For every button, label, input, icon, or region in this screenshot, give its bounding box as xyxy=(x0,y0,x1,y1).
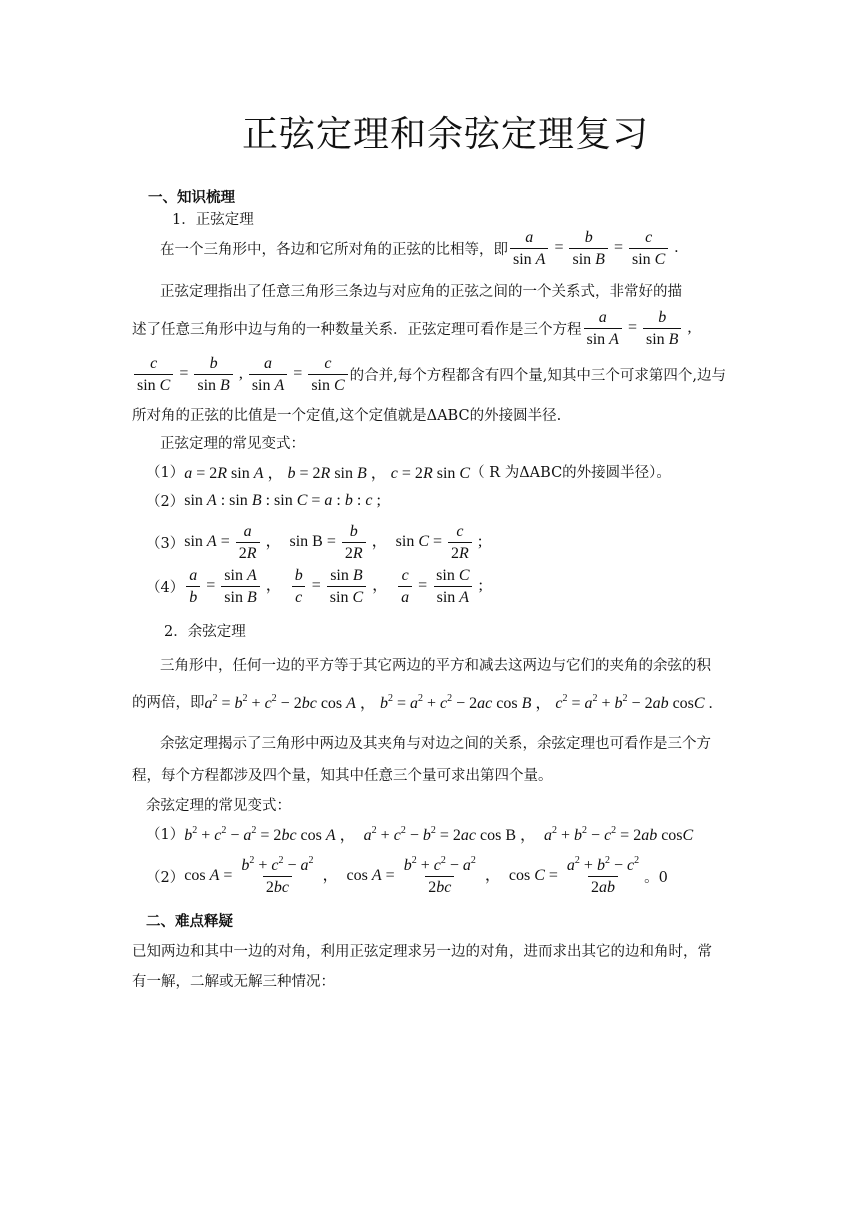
page-title: 正弦定理和余弦定理复习 xyxy=(242,114,650,155)
cos-variant-1-formula: $b^2 + c^2 - a^2 = 2bc$ cos A ， $a^2 + c^2 - b^2 = 2ac$ cos B ， $a^2 + b^2 - c^2 = 2ab$ cosC xyxy=(184,825,694,844)
section2-para-line1: 已知两边和其中一边的对角，利用正弦定理求另一边的对角，进而求出其它的边和角时，常 xyxy=(132,944,712,960)
sine-variants-label: 正弦定理的常见变式： xyxy=(160,436,305,452)
cosine-variant-1 xyxy=(146,822,693,845)
variant-4-label: （4） xyxy=(146,580,185,596)
para1-line2-text: 述了任意三角形中边与角的一种数量关系．正弦定理可看作是三个方程 xyxy=(132,322,582,338)
cosine-law-subheading: 2．余弦定理 xyxy=(164,624,246,640)
para1-line1: 正弦定理指出了任意三角形三条边与对应角的正弦之间的一个关系式，非常好的描 xyxy=(160,284,682,300)
cosine-law-formula: $a^2 = b^2 + c^2 - 2bc$ cos A ， $b^2 = a^2 + c^2 - 2ac$ cos B ， $c^2 = a^2 + b^2 - 2ab$ cosC . xyxy=(204,693,713,712)
variant-3-label: （3） xyxy=(146,536,185,552)
cosine-para2-line2: 程，每个方程都涉及四个量，知其中任意三个量可求出第四个量。 xyxy=(132,768,553,784)
sine-variant-2 xyxy=(146,490,381,511)
section2-heading: 二、难点释疑 xyxy=(146,913,233,930)
cosine-para1-line1: 三角形中，任何一边的平方等于其它两边的平方和减去这两边与它们的夹角的余弦的积 xyxy=(160,658,711,674)
cosine-para1-line2-text: 的两倍，即 xyxy=(132,695,205,711)
variant-3-formula: sin A = $\frac{a}{2R}$ ， sin B = $\frac{b}{2R}$ ， sin C = $\frac{c}{2R}$ ; xyxy=(184,523,483,562)
equation-c-b-a-c: $\frac{c}{\text{sin C}}$ = $\frac{b}{\text{sin B}}$ , $\frac{a}{\text{sin A}}$ = $\frac{c}{\text{sin C}}$ xyxy=(132,354,350,395)
variant-1-formula: a = 2R sin A ， b = 2R sin B ， c = 2R sin C xyxy=(184,465,471,482)
variant-4-formula: $\frac{a}{b}$ = $\frac{\text{sin A}}{\text{sin B}}$ ， $\frac{b}{c}$ = $\frac{\text{sin B}}{\text{sin C}}$ ， $\frac{c}{a}$ = $\frac{\text{sin C}}{\text{sin A}}$ ; xyxy=(184,566,483,607)
cos-variant-2-formula: cos A = $\frac{b^2 + c^2 - a^2}{2bc}$ ， cos A = $\frac{b^2 + c^2 - a^2}{2bc}$ ， cos C = $\frac{a^2 + b^2 - c^2}{2ab}$ xyxy=(184,855,640,896)
cosine-para2-line1: 余弦定理揭示了三角形中两边及其夹角与对边之间的关系，余弦定理也可看作是三个方 xyxy=(160,736,711,752)
cos-variant-2-label: （2） xyxy=(146,870,185,886)
sine-law-statement xyxy=(160,228,678,269)
cos-variant-2-tail: 。0 xyxy=(644,870,668,886)
sine-law-subheading: 1．正弦定理 xyxy=(172,212,254,228)
sine-variant-1 xyxy=(146,460,671,483)
variant-1-note: （ R 为ΔABC的外接圆半径）。 xyxy=(470,465,671,481)
para1-line3 xyxy=(132,354,726,395)
sine-variant-3 xyxy=(146,522,482,563)
cosine-variants-label: 余弦定理的常见变式： xyxy=(146,798,291,814)
sine-variant-4 xyxy=(146,566,483,607)
variant-1-label: （1） xyxy=(146,465,185,481)
variant-2-formula: sin A : sin B : sin C = a : b : c ; xyxy=(184,491,381,509)
cosine-variant-2 xyxy=(146,856,668,897)
para1-line2 xyxy=(132,308,691,349)
equation-a-b: $\frac{a}{\text{sin A}}$ = $\frac{b}{\text{sin B}}$ , xyxy=(582,308,692,349)
sine-law-formula: $\frac{a}{\text{sin A}}$ = $\frac{b}{\text{sin B}}$ = $\frac{c}{\text{sin C}}$ . xyxy=(508,228,678,269)
section1-heading: 一、知识梳理 xyxy=(148,189,235,206)
section2-para-line2: 有一解，二解或无解三种情况： xyxy=(132,974,335,990)
cosine-para1-line2 xyxy=(132,690,713,713)
variant-2-label: （2） xyxy=(146,494,185,510)
cos-variant-1-label: （1） xyxy=(146,827,185,843)
sine-law-intro: 在一个三角形中，各边和它所对角的正弦的比相等，即 xyxy=(160,242,508,258)
para1-line4: 所对角的正弦的比值是一个定值,这个定值就是ΔABC的外接圆半径. xyxy=(132,408,562,424)
para1-line3-text: 的合并,每个方程都含有四个量,知其中三个可求第四个,边与 xyxy=(349,368,726,384)
